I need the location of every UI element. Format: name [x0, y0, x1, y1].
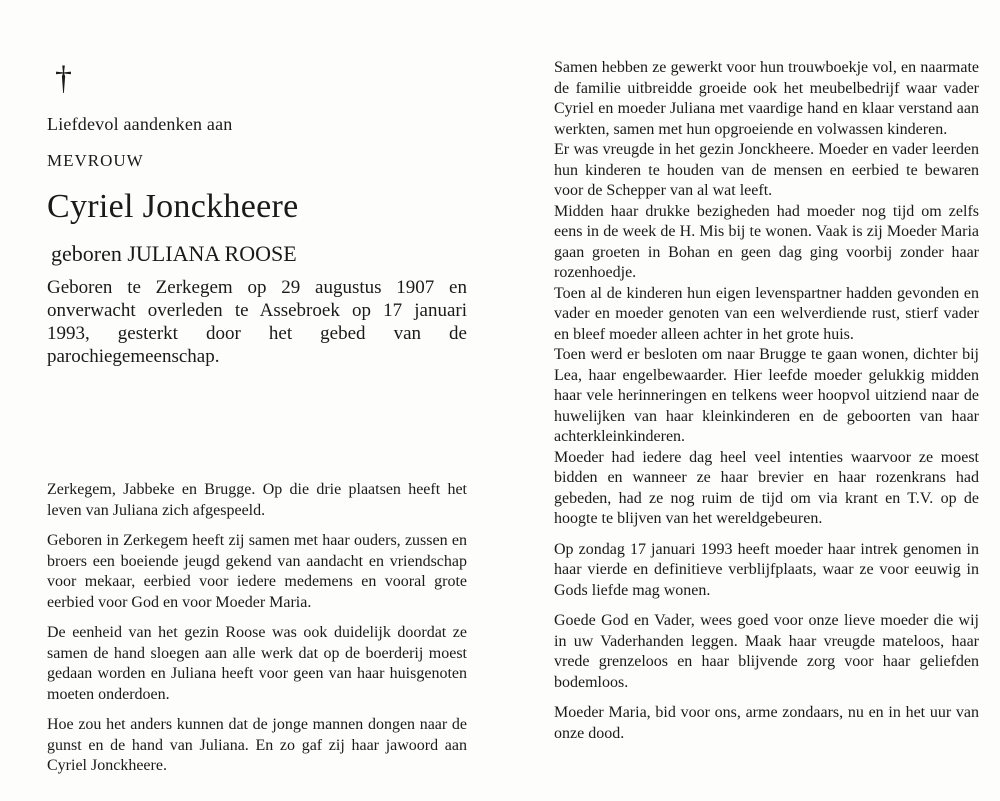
paragraph: Toen al de kinderen hun eigen levenspartner hadden gevonden en vader en moeder genoten van een welverdiende rust, stierf vader en bleef moeder alleen achter in het grote huis. [554, 284, 979, 343]
title-label: MEVROUW [47, 151, 144, 170]
paragraph: Midden haar drukke bezigheden had moeder nog tijd om zelfs eens in de week de H. Mis bij te wonen. Vaak is zij Moeder Maria gaan groeten in Bohan en geen dag ging voorbij zonder haar rozenhoedje. [554, 202, 979, 281]
paragraph: Toen werd er besloten om naar Brugge te gaan wonen, dichter bij Lea, haar engelbewaarder. Hier leefde moeder gelukkig midden haar vele herinneringen en telkens weer hoopvol uitziend naar de huwelijken van haar kleinkinderen en de geboorten van haar achterkleinkinderen. [554, 346, 979, 445]
birth-death-text: Geboren te Zerkegem op 29 augustus 1907 en onverwacht overleden te Assebroek op 17 januari 1993, gesterkt door het gebed van de parochiegemeenschap. [47, 277, 467, 367]
paragraph: Moeder had iedere dag heel veel intenties waarvoor ze moest bidden en wanneer ze haar brevier en haar rozenkrans had gebeden, had ze nog ruim de tijd om via krant en T.V. op de hoogte te blijven van het wereldgebeuren. [554, 448, 979, 527]
intro-text: Liefdevol aandenken aan [47, 114, 233, 134]
paragraph: Samen hebben ze gewerkt voor hun trouwboekje vol, en naarmate de familie uitbreidde groeide ook het meubelbedrijf waar vader Cyriel en moeder Juliana met vaardige hand en klaar verstand aan werkten, samen met hun opgroeiende en volwassen kinderen. [554, 59, 979, 138]
paragraph: Op zondag 17 januari 1993 heeft moeder haar intrek genomen in haar vierde en definitieve verblijfplaats, waar ze voor eeuwig in Gods liefde mag wonen. [554, 540, 979, 599]
cross-icon: † [55, 60, 72, 97]
paragraph: Geboren in Zerkegem heeft zij samen met haar ouders, zussen en broers een boeiende jeugd gekend van aandacht en vriendschap voor mekaar, eerbied voor iedere medemens en vooral grote eerbied voor God en voor Moeder Maria. [47, 532, 467, 611]
right-column [554, 58, 979, 744]
paragraph: Moeder Maria, bid voor ons, arme zondaars, nu en in het uur van onze dood. [554, 704, 979, 742]
deceased-name: Cyriel Jonckheere [47, 188, 299, 225]
left-column-header [47, 62, 467, 368]
paragraph: Goede God en Vader, wees goed voor onze lieve moeder die wij in uw Vaderhanden leggen. Maak haar vreugde mateloos, haar vrede grenzeloos en haar blijvende zorg voor haar geliefden bodemloos. [554, 612, 979, 691]
paragraph: Er was vreugde in het gezin Jonckheere. Moeder en vader leerden hun kinderen te houden van de mensen en eerbied te bewaren voor de Schepper van al wat leeft. [554, 141, 979, 199]
left-column-body [47, 480, 467, 777]
paragraph: Zerkegem, Jabbeke en Brugge. Op die drie plaatsen heeft het leven van Juliana zich afgespeeld. [47, 481, 467, 519]
maiden-name: geboren JULIANA ROOSE [51, 241, 297, 266]
paragraph: Hoe zou het anders kunnen dat de jonge mannen dongen naar de gunst en de hand van Juliana. En zo gaf zij haar jawoord aan Cyriel Jonckheere. [47, 716, 467, 774]
paragraph: De eenheid van het gezin Roose was ook duidelijk doordat ze samen de hand sloegen aan alle werk dat op de boerderij moest gedaan worden en Juliana heeft voor geen van haar huisgenoten moeten onderdoen. [47, 624, 467, 703]
